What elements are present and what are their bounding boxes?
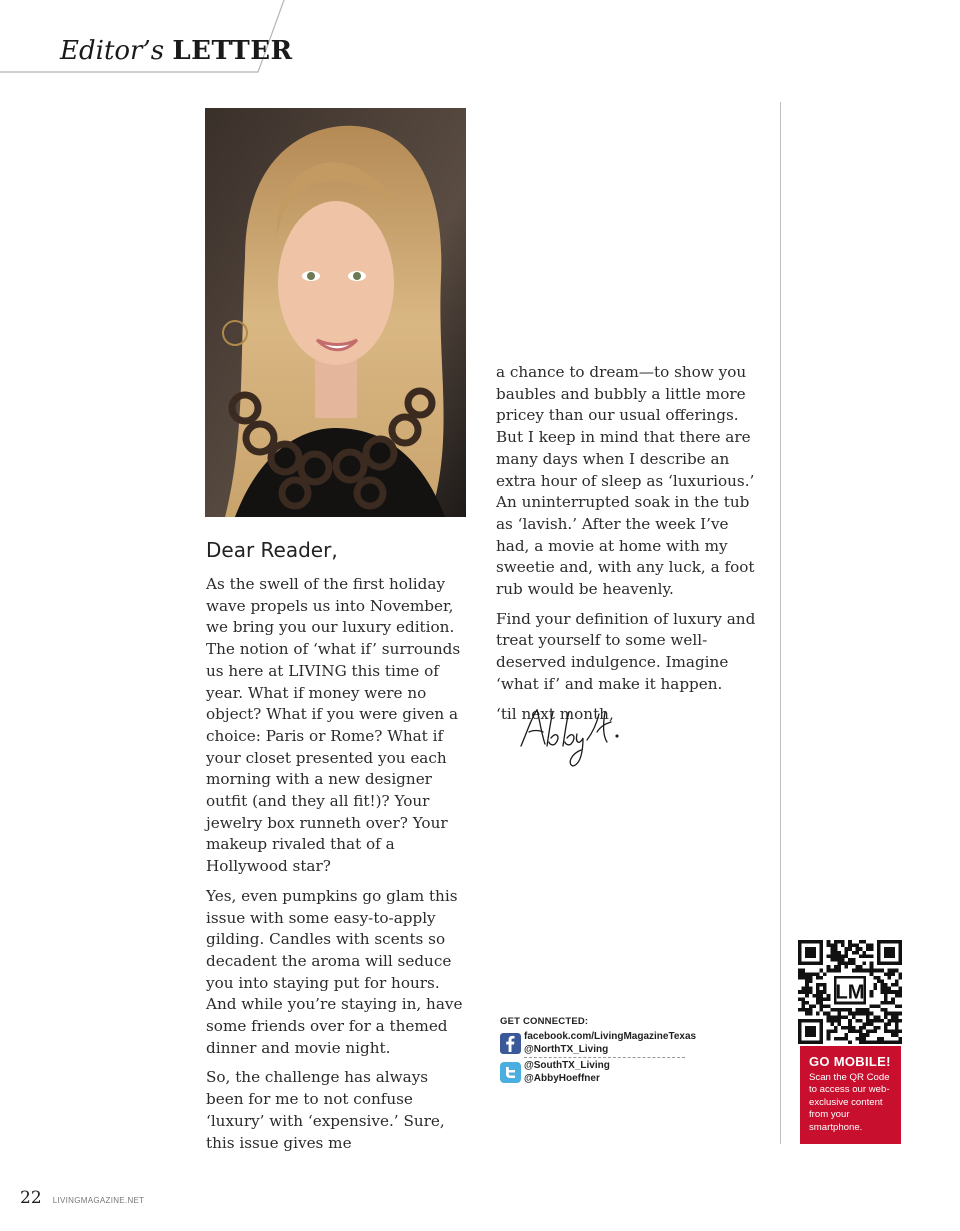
- social-links: [500, 1016, 697, 1085]
- section-title-italic: Editor’s: [60, 36, 165, 66]
- letter-paragraph: As the swell of the first holiday wave propels us into November, we bring you our luxury edition. The notion of ‘what if’ surrounds us here at LIVING this time of year. What if money were no object? What if you were given a choice: Paris or Rome? What if your closet presented you each morning with a new designer outfit (and they all fit!)? Your jewelry box runneth over? Your makeup rivaled that of a Hollywood star?: [206, 575, 461, 876]
- site-url: LIVINGMAGAZINE.NET: [52, 1196, 145, 1205]
- column-divider: [780, 102, 781, 1144]
- letter-paragraph: Yes, even pumpkins go glam this issue with some easy-to-apply gilding. Candles with scents so decadent the aroma will seduce you into staying put for hours. And while you’re staying in, have some friends over for a themed dinner and movie night.: [206, 886, 463, 1057]
- facebook-link[interactable]: facebook.com/LivingMagazineTexas: [524, 1031, 697, 1042]
- letter-paragraph: Find your definition of luxury and treat yourself to some well-deserved indulgence. Imagine ‘what if’ and make it happen.: [496, 609, 756, 693]
- twitter-handle[interactable]: @AbbyHoeffner: [524, 1073, 600, 1084]
- facebook-handle[interactable]: @NorthTX_Living: [524, 1044, 609, 1055]
- page-footer: [20, 1188, 144, 1208]
- connect-label: GET CONNECTED:: [500, 1016, 589, 1027]
- twitter-row: [500, 1059, 685, 1085]
- section-title-bold: LETTER: [172, 36, 293, 66]
- twitter-handle[interactable]: @SouthTX_Living: [524, 1060, 610, 1071]
- facebook-row: [500, 1030, 697, 1056]
- letter-paragraph: So, the challenge has always been for me to not confuse ‘luxury’ with ‘expensive.’ Sure, this issue gives me: [206, 1068, 445, 1152]
- divider: [524, 1057, 685, 1058]
- page-number: 22: [20, 1188, 42, 1208]
- go-mobile-description: Scan the QR Code to access our web-exclusive content from your smartphone.: [809, 1072, 890, 1133]
- facebook-icon: [500, 1033, 521, 1054]
- qr-center-logo: LM: [835, 981, 865, 1004]
- section-header: [0, 0, 300, 80]
- letter-column-1: [206, 574, 464, 1162]
- letter-column-2: [496, 362, 758, 733]
- section-title: [60, 36, 293, 66]
- editor-portrait: [205, 108, 466, 517]
- letter-signoff: ‘til next month,: [496, 704, 614, 723]
- letter-greeting: Dear Reader,: [206, 538, 338, 562]
- go-mobile-box: [800, 1046, 901, 1144]
- letter-paragraph: a chance to dream—to show you baubles and bubbly a little more pricey than our usual offerings. But I keep in mind that there are many days when I describe an extra hour of sleep as ‘luxurious.’ An uninterrupted soak in the tub as ‘lavish.’ After the week I’ve had, a movie at home with my sweetie and, with any luck, a foot rub would be heavenly.: [496, 363, 755, 599]
- qr-code[interactable]: [798, 940, 902, 1044]
- go-mobile-title: GO MOBILE!: [809, 1054, 891, 1069]
- twitter-icon: [500, 1062, 521, 1083]
- editor-signature: [515, 702, 625, 772]
